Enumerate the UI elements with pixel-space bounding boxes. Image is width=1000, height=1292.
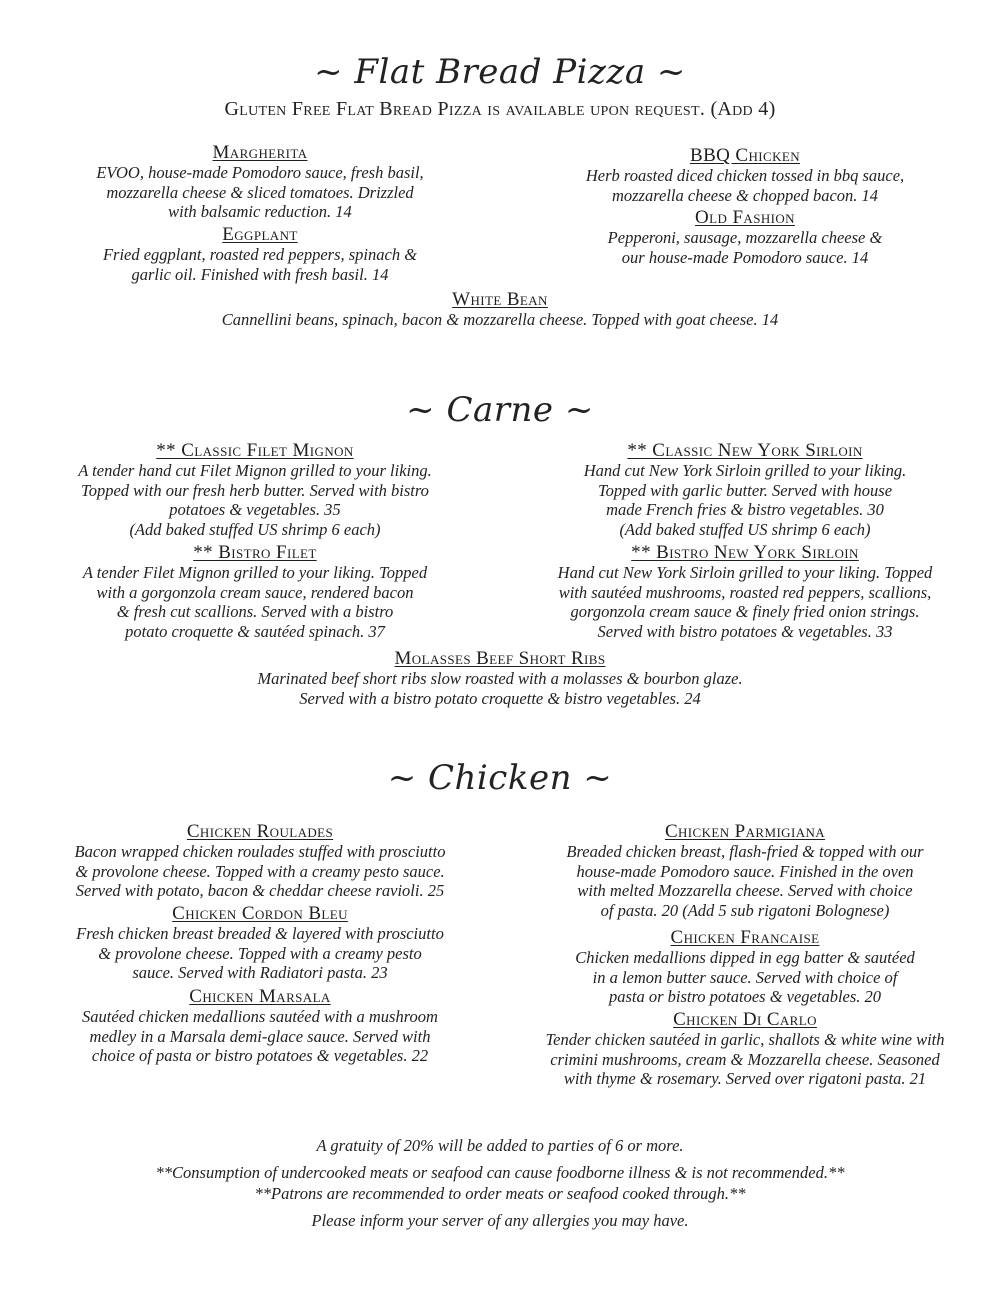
item-desc-line: Hand cut New York Sirloin grilled to your liking. [583,461,907,480]
item-desc-line: Sautéed chicken medallions sautéed with a mushroom [82,1007,438,1026]
item-desc-line: gorgonzola cream sauce & finely fried onion strings. [570,602,920,621]
menu-footer [0,1135,1000,1231]
item-desc-line: Topped with garlic butter. Served with house [597,480,893,500]
item-name: Old Fashion [695,207,795,228]
cooking-recommendation: **Patrons are recommended to order meats or seafood cooked through.** [254,1184,746,1203]
menu-item-classic-filet-mignon [40,440,470,539]
item-desc-line: choice of pasta or bistro potatoes & vegetables. 22 [91,1046,429,1065]
item-desc-line: of pasta. 20 (Add 5 sub rigatoni Bolognese) [600,900,890,920]
item-desc-line: Fresh chicken breast breaded & layered with prosciutto [76,924,444,943]
item-desc-line: Cannellini beans, spinach, bacon & mozzarella cheese. Topped with goat cheese. 14 [221,310,779,329]
item-desc-line: Topped with our fresh herb butter. Served with bistro [81,480,429,500]
item-desc-line: potatoes & vegetables. 35 [169,500,341,519]
item-desc-line: in a lemon butter sauce. Served with choice of [592,967,898,987]
item-desc-line: Herb roasted diced chicken tossed in bbq sauce, [585,166,905,185]
section-title-carne: ~ Carne ~ [406,390,594,430]
menu-item-chicken-francaise [510,927,980,1007]
allergy-note: Please inform your server of any allergies you may have. [311,1211,689,1230]
menu-item-classic-ny-sirloin [510,440,980,539]
menu-item-bistro-ny-sirloin [510,542,980,641]
item-desc-line: potato croquette & sautéed spinach. 37 [125,621,385,641]
item-desc-line: our house-made Pomodoro sauce. 14 [621,247,869,267]
menu-item-chicken-parmigiana [510,821,980,920]
item-desc-line: sauce. Served with Radiatori pasta. 23 [132,963,388,982]
item-desc-line: Hand cut New York Sirloin grilled to your liking. Topped [557,563,933,582]
item-desc-line: Chicken medallions dipped in egg batter & sautéed [575,948,915,967]
item-name: BBQ Chicken [690,145,800,166]
item-desc-line: with a gorgonzola cream sauce, rendered bacon [96,582,414,602]
item-name: White Bean [452,289,548,310]
item-name: Chicken Di Carlo [673,1009,817,1030]
item-name: Eggplant [222,224,298,245]
item-desc-line: Fried eggplant, roasted red peppers, spinach & [102,245,418,264]
item-name: Molasses Beef Short Ribs [394,648,606,669]
item-name: Margherita [212,142,308,163]
menu-item-bistro-filet [40,542,470,641]
item-desc-line: made French fries & bistro vegetables. 30 [606,500,884,519]
item-name: Chicken Cordon Bleu [172,903,348,924]
item-desc-line: Bacon wrapped chicken roulades stuffed with prosciutto [74,842,446,861]
item-desc-line: house-made Pomodoro sauce. Finished in the oven [576,861,914,881]
item-desc-line: EVOO, house-made Pomodoro sauce, fresh basil, [96,163,424,182]
menu-item-chicken-roulades [40,821,480,901]
item-desc-line: & fresh cut scallions. Served with a bistro [116,602,394,621]
item-name: ** Classic Filet Mignon [156,440,354,461]
item-desc-line: (Add baked stuffed US shrimp 6 each) [129,519,381,539]
item-name: ** Classic New York Sirloin [627,440,863,461]
menu-item-molasses-short-ribs [100,648,900,708]
item-desc-line: with melted Mozzarella cheese. Served with choice [577,881,913,900]
item-desc-line: Served with a bistro potato croquette & bistro vegetables. 24 [299,688,701,708]
item-desc-line: A tender Filet Mignon grilled to your liking. Topped [82,563,428,582]
item-desc-line: Served with bistro potatoes & vegetables. 33 [597,621,893,641]
menu-item-bbq-chicken [545,145,945,205]
menu-item-chicken-di-carlo [510,1009,980,1089]
item-desc-line: crimini mushrooms, cream & Mozzarella cheese. Seasoned [550,1049,940,1069]
item-desc-line: pasta or bistro potatoes & vegetables. 20 [608,987,882,1006]
item-desc-line: mozzarella cheese & chopped bacon. 14 [611,185,879,205]
item-desc-line: with balsamic reduction. 14 [168,202,352,221]
item-desc-line: Marinated beef short ribs slow roasted with a molasses & bourbon glaze. [257,669,743,688]
item-desc-line: Served with potato, bacon & cheddar cheese ravioli. 25 [75,881,445,900]
section-title-chicken: ~ Chicken ~ [387,758,613,798]
food-safety-warning: **Consumption of undercooked meats or seafood can cause foodborne illness & is not recommended.** [155,1163,845,1182]
section-title-pizza: ~ Flat Bread Pizza ~ [314,52,686,92]
menu-item-chicken-marsala [40,986,480,1066]
item-desc-line: medley in a Marsala demi-glace sauce. Served with [89,1026,431,1046]
item-name: ** Bistro New York Sirloin [631,542,859,563]
menu-item-old-fashion [545,207,945,267]
item-desc-line: mozzarella cheese & sliced tomatoes. Drizzled [106,182,414,202]
item-desc-line: with thyme & rosemary. Served over rigatoni pasta. 21 [563,1069,927,1088]
pizza-gluten-free-note: Gluten Free Flat Bread Pizza is available upon request. (Add 4) [224,98,776,120]
item-desc-line: with sautéed mushrooms, roasted red peppers, scallions, [558,582,932,602]
menu-item-white-bean [100,289,900,330]
menu-item-chicken-cordon-bleu [40,903,480,983]
item-desc-line: Pepperoni, sausage, mozzarella cheese & [607,228,883,247]
item-desc-line: A tender hand cut Filet Mignon grilled to your liking. [78,461,432,480]
item-name: Chicken Roulades [186,821,334,842]
item-name: Chicken Parmigiana [664,821,826,842]
item-desc-line: (Add baked stuffed US shrimp 6 each) [619,519,871,539]
item-name: ** Bistro Filet [193,542,317,563]
item-desc-line: Breaded chicken breast, flash-fried & topped with our [566,842,924,861]
item-desc-line: & provolone cheese. Topped with a creamy pesto sauce. [75,861,445,881]
item-desc-line: & provolone cheese. Topped with a creamy pesto [98,943,422,963]
gratuity-note: A gratuity of 20% will be added to parties of 6 or more. [316,1136,684,1155]
item-desc-line: Tender chicken sautéed in garlic, shallots & white wine with [545,1030,945,1049]
item-name: Chicken Francaise [670,927,820,948]
item-name: Chicken Marsala [189,986,331,1007]
menu-item-eggplant [60,224,460,284]
item-desc-line: garlic oil. Finished with fresh basil. 14 [131,264,389,284]
menu-item-margherita [60,142,460,222]
